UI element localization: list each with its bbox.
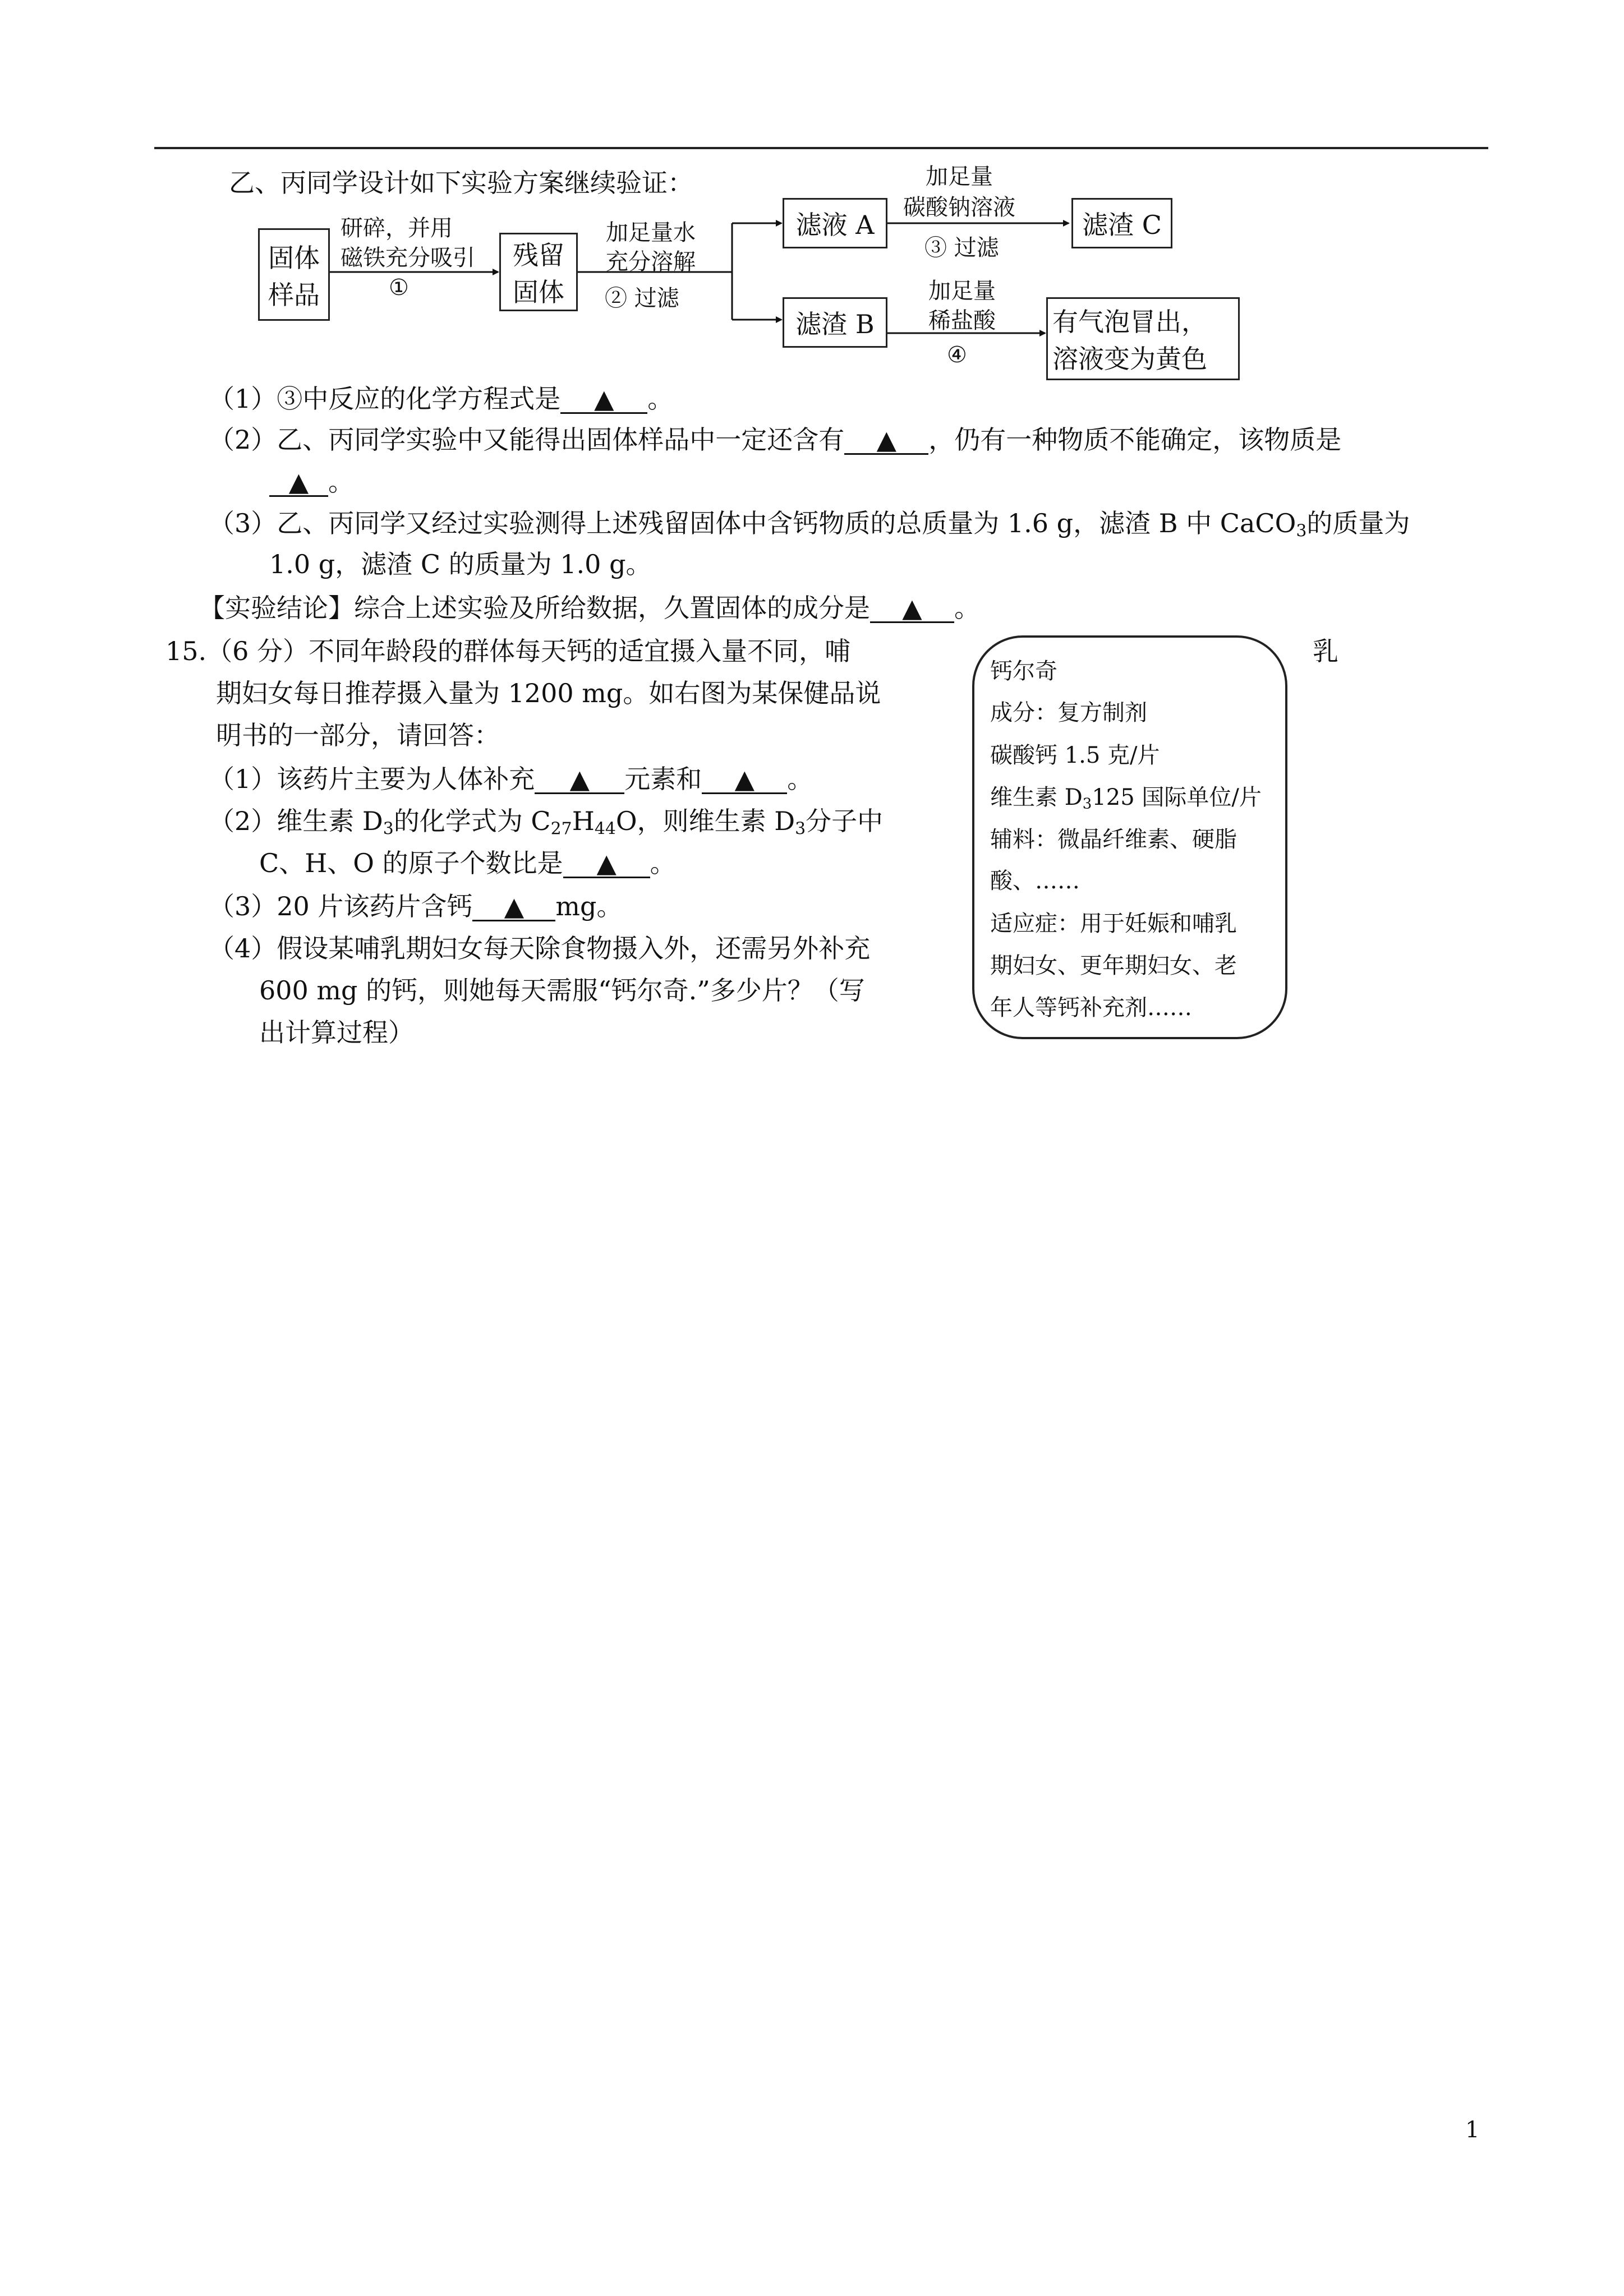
label-line1: 钙尔奇 xyxy=(990,658,1057,684)
label-line2: 成分：复方制剂 xyxy=(990,700,1147,726)
q2-end: 。 xyxy=(328,467,354,497)
question-3 xyxy=(209,503,1410,541)
q15-s2-text-5: 分子中 xyxy=(806,806,884,836)
q1-end: 。 xyxy=(647,384,674,414)
q15-line1: 15.（6 分）不同年龄段的群体每天钙的适宜摄入量不同，哺 xyxy=(165,636,851,666)
q15-s1-text: （1）该药片主要为人体补充 xyxy=(209,764,535,794)
step3-number: ③ 过滤 xyxy=(924,235,999,261)
conclusion-end: 。 xyxy=(954,593,980,623)
q3-text: （3）乙、丙同学又经过实验测得上述残留固体中含钙物质的总质量为 1.6 g，滤渣 B 中 CaCO xyxy=(209,508,1296,538)
q15-sub3 xyxy=(209,886,623,923)
sample-line1: 固体 xyxy=(268,242,320,273)
answer-blank[interactable]: ▲ xyxy=(472,893,555,921)
step1-number: ① xyxy=(389,275,409,301)
answer-blank[interactable]: ▲ xyxy=(702,766,787,794)
box-filtrate-a xyxy=(783,198,887,248)
subscript: 27 xyxy=(550,819,572,839)
subscript: 3 xyxy=(1082,795,1092,813)
step2-line2: 充分溶解 xyxy=(606,249,696,275)
sample-line2: 样品 xyxy=(268,279,320,310)
q15-sub4-line3: 出计算过程） xyxy=(259,1017,414,1048)
question-3-line2: 1.0 g，滤渣 C 的质量为 1.0 g。 xyxy=(269,549,652,579)
answer-blank[interactable]: ▲ xyxy=(870,594,954,623)
conclusion-text: 【实验结论】综合上述实验及所给数据，久置固体的成分是 xyxy=(199,593,870,623)
experiment-conclusion xyxy=(199,588,980,625)
result-line1: 有气泡冒出， xyxy=(1052,307,1207,337)
step4-number: ④ xyxy=(947,342,967,368)
label-line5: 辅料：微晶纤维素、硬脂 xyxy=(990,827,1237,852)
intro-text: 乙、丙同学设计如下实验方案继续验证： xyxy=(229,168,693,198)
answer-blank[interactable]: ▲ xyxy=(563,850,650,878)
step1-line1: 研碎，并用 xyxy=(341,215,453,241)
answer-blank[interactable]: ▲ xyxy=(535,766,624,794)
q15-sub2 xyxy=(209,801,883,838)
q15-line3: 明书的一部分，请回答： xyxy=(216,720,500,750)
q15-sub2-line2 xyxy=(259,843,676,880)
answer-blank[interactable]: ▲ xyxy=(269,468,328,497)
q15-line2: 期妇女每日推荐摄入量为 1200 mg。如右图为某保健品说 xyxy=(216,678,881,708)
q3-subscript: 3 xyxy=(1296,521,1307,541)
residue-line2: 固体 xyxy=(513,277,564,307)
step1-line2: 磁铁充分吸引 xyxy=(341,245,475,271)
q15-s2-text-2: 的化学式为 C xyxy=(393,806,551,836)
subscript: 3 xyxy=(795,819,806,839)
q2-text: （2）乙、丙同学实验中又能得出固体样品中一定还含有 xyxy=(209,425,845,455)
answer-blank[interactable]: ▲ xyxy=(560,385,647,414)
label-l4-text: 维生素 D xyxy=(990,785,1083,810)
label-line6: 酸、…… xyxy=(990,868,1080,894)
q15-sub4-line1: （4）假设某哺乳期妇女每天除食物摄入外，还需另外补充 xyxy=(209,933,871,963)
q15-sub4-line2: 600 mg 的钙，则她每天需服“钙尔奇.”多少片？（写 xyxy=(259,975,865,1006)
q15-s2-line2-end: 。 xyxy=(650,848,676,878)
step3-line1: 加足量 xyxy=(926,164,993,190)
q15-sub1 xyxy=(209,759,813,796)
residue-b-label: 滤渣 B xyxy=(795,309,875,339)
product-label-box xyxy=(972,635,1287,1039)
step3-line2: 碳酸钠溶液 xyxy=(903,195,1015,220)
box-residue-c xyxy=(1071,198,1172,248)
page-number: 1 xyxy=(1465,2117,1480,2143)
q15-s2-text-4: O，则维生素 D xyxy=(615,806,795,836)
question-2-line2 xyxy=(269,462,354,499)
box-residue-b xyxy=(783,297,887,348)
subscript: 3 xyxy=(383,819,394,839)
box-residue-solid xyxy=(499,233,578,311)
step4-line2: 稀盐酸 xyxy=(928,308,996,334)
q1-text: （1）③中反应的化学方程式是 xyxy=(209,384,561,414)
q15-s3-end: mg。 xyxy=(555,891,623,921)
q3-text-2: 的质量为 xyxy=(1306,508,1410,538)
q15-s1-end: 。 xyxy=(787,764,813,794)
question-2 xyxy=(209,419,1341,457)
label-line3: 碳酸钙 1.5 克/片 xyxy=(990,743,1160,768)
step4-line1: 加足量 xyxy=(928,278,996,304)
q15-s2-text: （2）维生素 D xyxy=(209,806,383,836)
label-line4 xyxy=(990,780,1262,813)
answer-blank[interactable]: ▲ xyxy=(844,426,928,455)
q15-s3-text: （3）20 片该药片含钙 xyxy=(209,891,473,921)
question-1 xyxy=(209,379,673,416)
step2-number: ② 过滤 xyxy=(605,285,679,311)
residue-c-label: 滤渣 C xyxy=(1082,210,1162,240)
box-solid-sample xyxy=(258,228,330,321)
q15-s2-text-3: H xyxy=(572,806,595,836)
filtrate-a-label: 滤液 A xyxy=(795,210,875,240)
q15-s2-line2-text: C、H、O 的原子个数比是 xyxy=(259,848,563,878)
label-line9: 年人等钙补充剂…… xyxy=(990,995,1192,1021)
q15-s1-text-2: 元素和 xyxy=(624,764,702,794)
label-line8: 期妇女、更年期妇女、老 xyxy=(990,953,1237,979)
label-line7: 适应症：用于妊娠和哺乳 xyxy=(990,911,1237,937)
q2-text-2: ，仍有一种物质不能确定，该物质是 xyxy=(928,425,1342,455)
residue-line1: 残留 xyxy=(513,240,564,270)
label-l4-text-2: 125 国际单位/片 xyxy=(1092,785,1262,810)
step2-line1: 加足量水 xyxy=(606,220,696,246)
q15-ru-char: 乳 xyxy=(1313,636,1338,666)
box-result xyxy=(1046,297,1240,380)
result-line2: 溶液变为黄色 xyxy=(1052,344,1207,374)
subscript: 44 xyxy=(594,819,616,839)
